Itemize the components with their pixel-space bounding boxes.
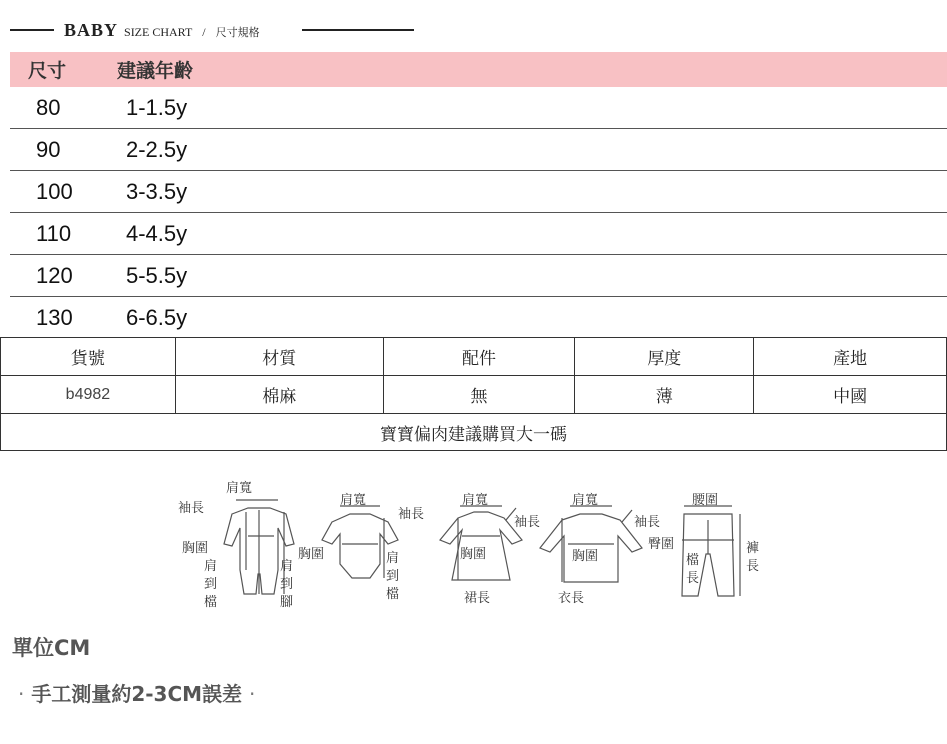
dress-chest-label: 胸圍 [460,547,487,562]
bodysuit-sleeve-label: 袖長 [398,507,425,522]
age-cell: 5-5.5y [126,262,188,288]
brand-label: BABY [64,20,119,40]
pants-waist-label: 腰圍 [692,493,719,508]
romper-crotch-label-2: 到 [204,577,218,592]
measurement-note [18,678,255,707]
dress-skirt-length-label: 裙長 [464,591,491,606]
size-cell: 80 [36,94,61,120]
thickness-header: 厚度 [575,338,754,376]
pants-length-label-2: 長 [746,559,760,574]
item-no-header: 貨號 [1,338,176,376]
size-cell: 130 [36,304,73,330]
sizing-note: 寶寶偏肉建議購買大一碼 [1,414,947,451]
size-table [10,52,947,338]
romper-foot-label-3: 腳 [280,595,294,610]
size-cell: 110 [36,220,72,246]
chart-subtitle: SIZE CHART [124,25,193,39]
age-cell: 3-3.5y [126,178,188,204]
header-line-left [10,29,54,31]
note-dot-left: · [18,682,25,706]
header-line-right [302,29,414,31]
accessory-value: 無 [383,376,575,414]
pants-crotch-label-2: 長 [686,571,700,586]
info-header-row [1,338,947,376]
table-row [10,213,947,255]
bodysuit-shoulder-label: 肩寬 [340,493,367,508]
bodysuit-crotch-label-2: 到 [386,569,400,584]
age-cell: 4-4.5y [126,220,188,246]
thickness-value: 薄 [575,376,754,414]
chart-title [64,20,260,41]
info-note-row [1,414,947,451]
age-cell: 6-6.5y [126,304,188,330]
table-row [10,171,947,213]
age-cell: 1-1.5y [126,94,188,120]
size-cell: 120 [36,262,73,288]
romper-sleeve-label: 袖長 [178,501,205,516]
top-length-label: 衣長 [558,591,585,606]
romper-foot-label-1: 肩 [280,559,294,574]
info-value-row [1,376,947,414]
note-dot-right: · [249,682,256,706]
product-info-table [0,337,947,451]
size-cell: 90 [36,136,61,162]
top-shoulder-label: 肩寬 [572,493,599,508]
note-text: 手工測量約2-3CM誤差 [31,682,243,706]
bodysuit-chest-label: 胸圍 [298,547,325,562]
chart-cn-title: 尺寸規格 [215,26,260,39]
dress-icon [440,512,522,580]
size-cell: 100 [36,178,73,204]
age-header: 建議年齡 [117,60,194,82]
pants-length-label-1: 褲 [746,541,760,556]
table-row [10,297,947,338]
bodysuit-crotch-label-3: 檔 [386,587,400,602]
material-value: 棉麻 [175,376,383,414]
romper-chest-label: 胸圍 [182,541,209,556]
material-header: 材質 [175,338,383,376]
dress-shoulder-label: 肩寬 [462,493,489,508]
top-sleeve-label: 袖長 [634,515,661,530]
measurement-diagram [170,478,770,618]
unit-label: 單位CM [12,636,91,660]
title-separator: / [202,25,206,39]
dress-sleeve-label: 袖長 [514,515,541,530]
romper-crotch-label-3: 檔 [204,595,218,610]
romper-foot-label-2: 到 [280,577,294,592]
table-row [10,129,947,171]
pants-hip-label: 臀圍 [648,537,675,552]
size-header: 尺寸 [28,60,67,82]
table-row [10,87,947,129]
romper-shoulder-label: 肩寬 [226,481,253,496]
origin-header: 產地 [754,338,947,376]
origin-value: 中國 [754,376,947,414]
size-table-header [10,52,947,87]
table-row [10,255,947,297]
item-no-value: b4982 [1,376,176,414]
romper-crotch-label-1: 肩 [204,559,218,574]
bodysuit-crotch-label-1: 肩 [386,551,400,566]
age-cell: 2-2.5y [126,136,188,162]
top-icon [540,514,642,582]
accessory-header: 配件 [383,338,575,376]
top-chest-label: 胸圍 [572,549,599,564]
pants-crotch-label-1: 檔 [686,553,700,568]
